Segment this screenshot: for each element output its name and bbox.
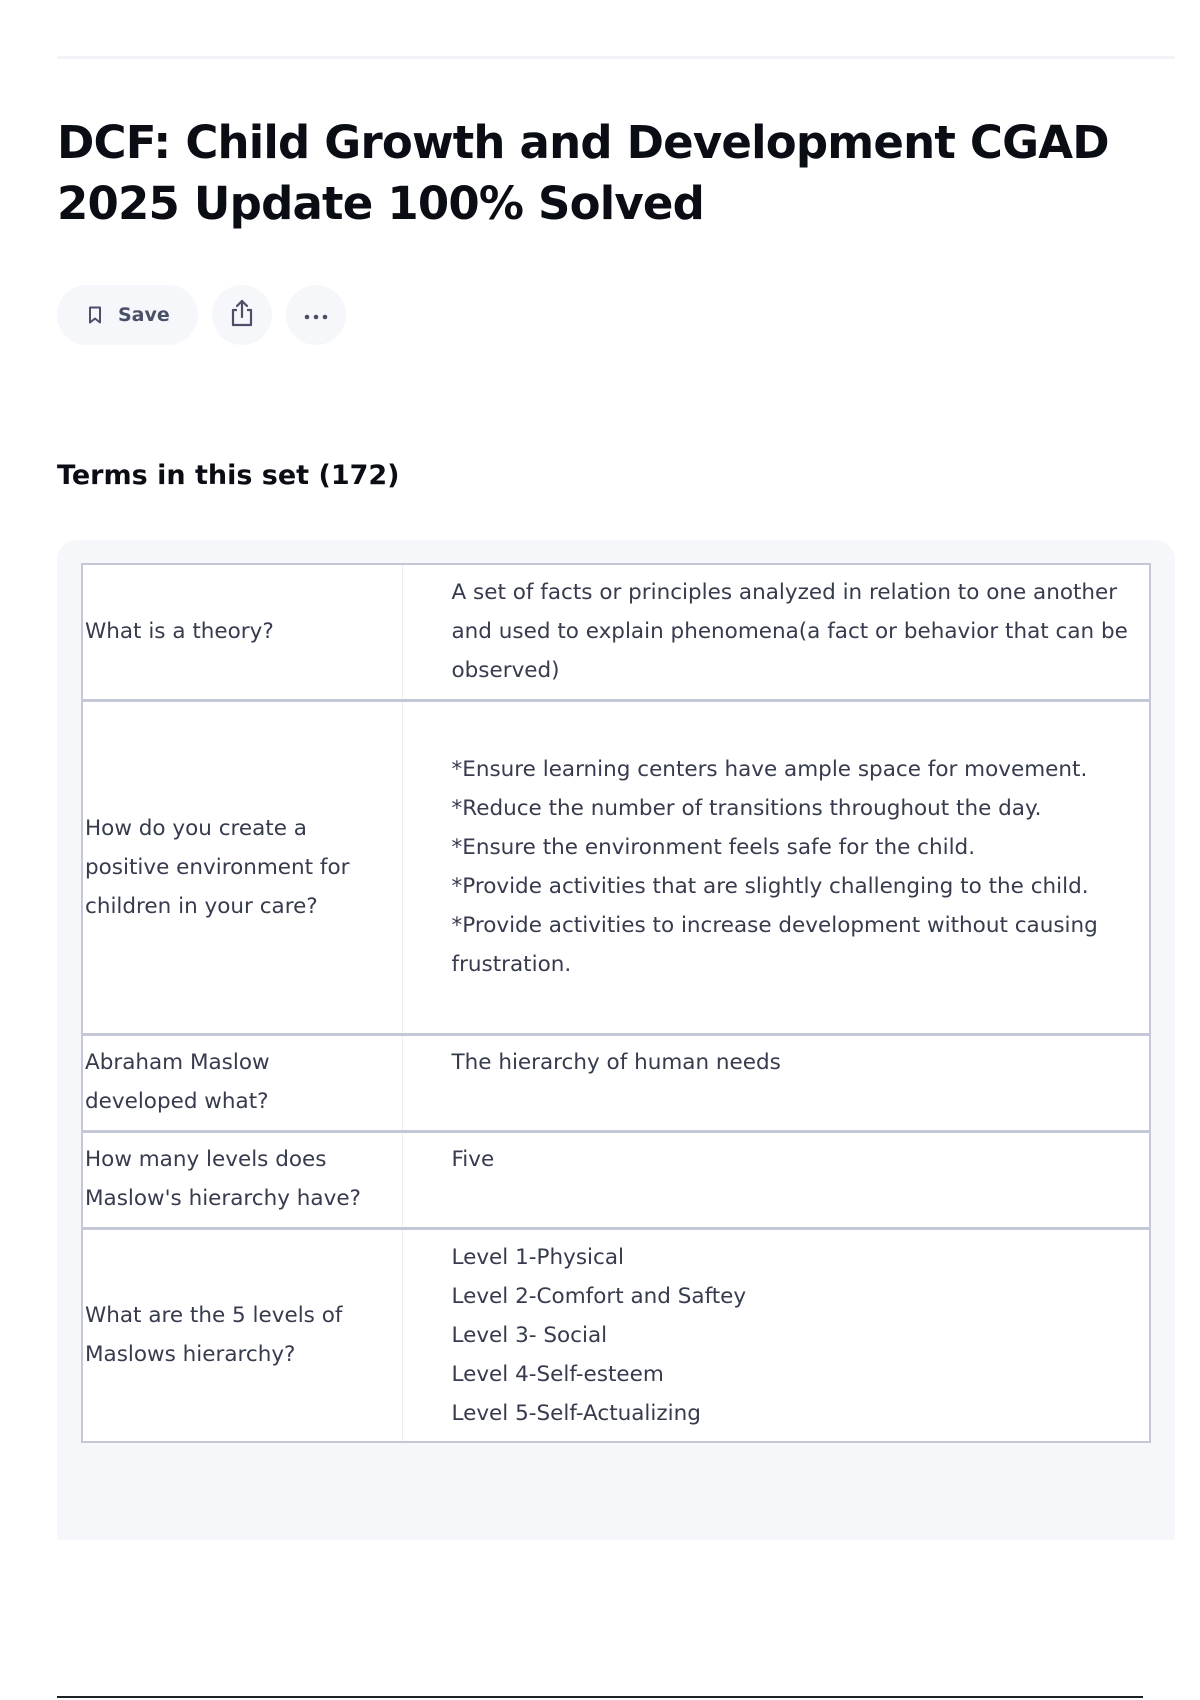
definition-cell [402, 700, 1150, 1034]
table-row [82, 1228, 1150, 1442]
page-title: DCF: Child Growth and Development CGAD 2025 Update 100% Solved [57, 116, 1109, 230]
definition-line: *Ensure the environment feels safe for the child. [451, 835, 976, 860]
definition-line: Level 1-Physical [451, 1244, 624, 1270]
definition-cell [402, 564, 1150, 700]
term-cell: How do you create a positive environment for children in your care? [82, 700, 402, 1034]
share-icon [228, 298, 256, 332]
term-cell: What is a theory? [82, 564, 402, 700]
definition-line: *Reduce the number of transitions throughout the day. [451, 796, 1042, 821]
save-button[interactable] [57, 285, 198, 345]
table-row [82, 700, 1150, 1034]
definition-line: Level 4-Self-esteem [451, 1361, 664, 1387]
action-bar [57, 285, 346, 345]
term-cell: What are the 5 levels of Maslows hierarchy? [82, 1228, 402, 1442]
terms-heading: Terms in this set (172) [57, 460, 400, 491]
definition-line: Level 2-Comfort and Saftey [451, 1283, 747, 1309]
table-row [82, 1131, 1150, 1228]
definition-line: Level 5-Self-Actualizing [451, 1400, 701, 1426]
definition-cell [402, 1034, 1150, 1131]
term-cell: Abraham Maslow developed what? [82, 1034, 402, 1131]
definition-cell [402, 1228, 1150, 1442]
table-row [82, 564, 1150, 700]
save-button-label: Save [118, 304, 170, 326]
more-options-button[interactable] [286, 285, 346, 345]
top-divider [57, 56, 1175, 59]
definition-line: A set of facts or principles analyzed in relation to one another and used to explain phenomena(a fact or behavior that can be observed) [451, 580, 1128, 684]
more-horizontal-icon [302, 306, 330, 325]
bottom-divider [57, 1696, 1143, 1698]
definition-line: *Provide activities to increase development without causing frustration. [451, 913, 1098, 977]
definition-line: Level 3- Social [451, 1322, 608, 1348]
bookmark-icon [86, 305, 104, 325]
terms-table [81, 563, 1151, 1443]
definition-line: *Ensure learning centers have ample space for movement. [451, 757, 1088, 782]
term-cell: How many levels does Maslow's hierarchy have? [82, 1131, 402, 1228]
definition-line: The hierarchy of human needs [451, 1049, 781, 1075]
definition-line: *Provide activities that are slightly challenging to the child. [451, 874, 1089, 899]
share-button[interactable] [212, 285, 272, 345]
definition-cell [402, 1131, 1150, 1228]
table-row [82, 1034, 1150, 1131]
definition-line: Five [451, 1146, 495, 1172]
